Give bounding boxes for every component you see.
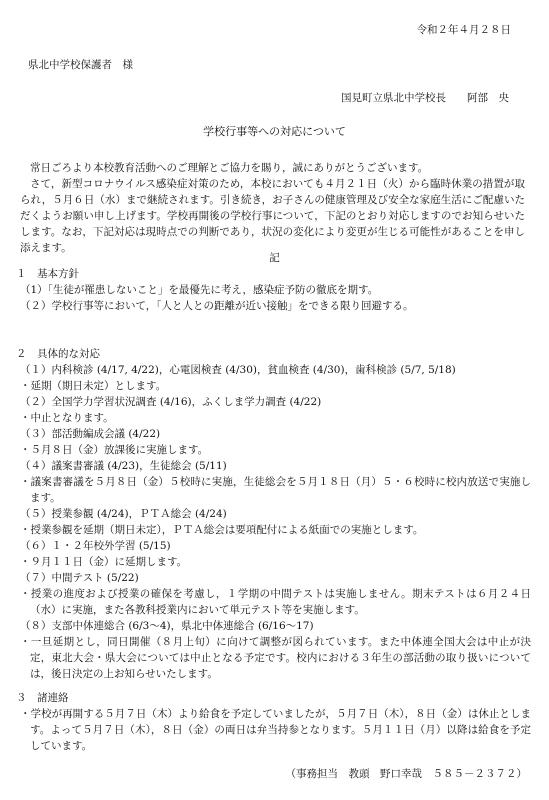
- document-date: 令和２年４月２８日: [416, 24, 511, 36]
- ki-label: 記: [269, 252, 280, 264]
- response-note-6: ・９月１１日（金）に延期します。: [20, 556, 188, 568]
- response-item-6: （６）１・２年校外学習 (5/15): [20, 540, 171, 552]
- response-item-2: （２）全国学力学習状況調査 (4/16)，ふくしま学力調査 (4/22): [20, 396, 322, 408]
- response-item-4: （４）議案書審議 (4/23)，生徒総会 (5/11): [20, 460, 227, 472]
- section-heading: １ 基本方針: [16, 268, 79, 280]
- section-basic-policy: [16, 266, 531, 314]
- policy-item-2: （２）学校行事等において，「人と人との距離が近い接触」をできる限り回避する。: [20, 300, 414, 312]
- policy-item-1: （1）「生徒が罹患しないこと」を最優先に考え，感染症予防の徹底を期す。: [20, 284, 379, 296]
- response-note-8: ・一旦延期とし，同日開催（８月上旬）に向けて調整が図られています。また中体連全国大会は中止が決定，東北大会・県大会については中止となる予定です。校内における３年生の部活動の取り扱いについては，後日決定の上お知らせいたします。: [20, 636, 531, 680]
- response-item-7: （７）中間テスト (5/22): [20, 572, 139, 584]
- section-specific-response: [16, 346, 531, 682]
- intro-paragraph-2: さて，新型コロナウイルス感染症対策のため，本校においても４月２１日（火）から臨時休業の措置が取られ，５月６日（水）まで継続されます。引き続き，お子さんの健康管理及び安全な家庭生活にご配慮いただくようお願い申し上げます。学校再開後の学校行事について，下記のとおり対応しますのでお知らせいたします。なお，下記対応は現時点での判断であり，状況の変化により変更が生じる可能性があることを申し添えます。: [20, 178, 525, 254]
- response-note-5: ・授業参観を延期（期日未定），ＰＴＡ総会は要項配付による紙面での実施とします。: [20, 524, 424, 536]
- response-item-3: （３）部活動編成会議 (4/22): [20, 428, 161, 440]
- sender: 国見町立県北中学校長 阿部 央: [341, 92, 509, 104]
- response-item-5: （５）授業参観 (4/24)，ＰＴＡ総会 (4/24): [20, 508, 227, 520]
- response-note-2: ・中止となります。: [20, 412, 114, 424]
- intro-block: [20, 160, 525, 256]
- response-item-8: （８）支部中体連総合 (6/3～4)，県北中体連総合 (6/16～17): [20, 620, 314, 632]
- recipient: 県北中学校保護者 様: [28, 59, 133, 71]
- section-heading: ２ 具体的な対応: [16, 348, 100, 360]
- notice-text: ・学校が再開する５月７日（木）より給食を予定していましたが，５月７日（木），８日（金）は休止とします。よって５月７日（木），８日（金）の両日は弁当持参となります。５月１１日（月）以降は給食を予定しています。: [20, 708, 531, 752]
- document-title: 学校行事等への対応について: [203, 125, 346, 138]
- response-note-4: ・議案書審議を５月８日（金）５校時に実施，生徒総会を５月１８日（月）５・６校時に校内放送で実施します。: [20, 476, 531, 504]
- contact-info: （事務担当 教頭 野口幸哉 ５８５－２３７２）: [285, 768, 527, 780]
- section-notices: [16, 690, 531, 754]
- section-heading: ３ 諸連絡: [16, 692, 69, 704]
- intro-paragraph-1: 常日ごろより本校教育活動へのご理解とご協力を賜り，誠にありがとうございます。: [30, 162, 429, 174]
- response-note-7: ・授業の進度および授業の確保を考慮し，１学期の中間テストは実施しません。期末テストは６月２４日（水）に実施，また各教科授業内において単元テスト等を実施します。: [20, 588, 531, 616]
- response-note-1: ・延期（期日未定）とします。: [20, 380, 167, 392]
- response-note-3: ・５月８日（金）放課後に実施します。: [20, 444, 209, 456]
- response-item-1: （１）内科検診 (4/17, 4/22)，心電図検査 (4/30)，貧血検査 (4/30)，歯科検診 (5/7, 5/18): [20, 364, 456, 376]
